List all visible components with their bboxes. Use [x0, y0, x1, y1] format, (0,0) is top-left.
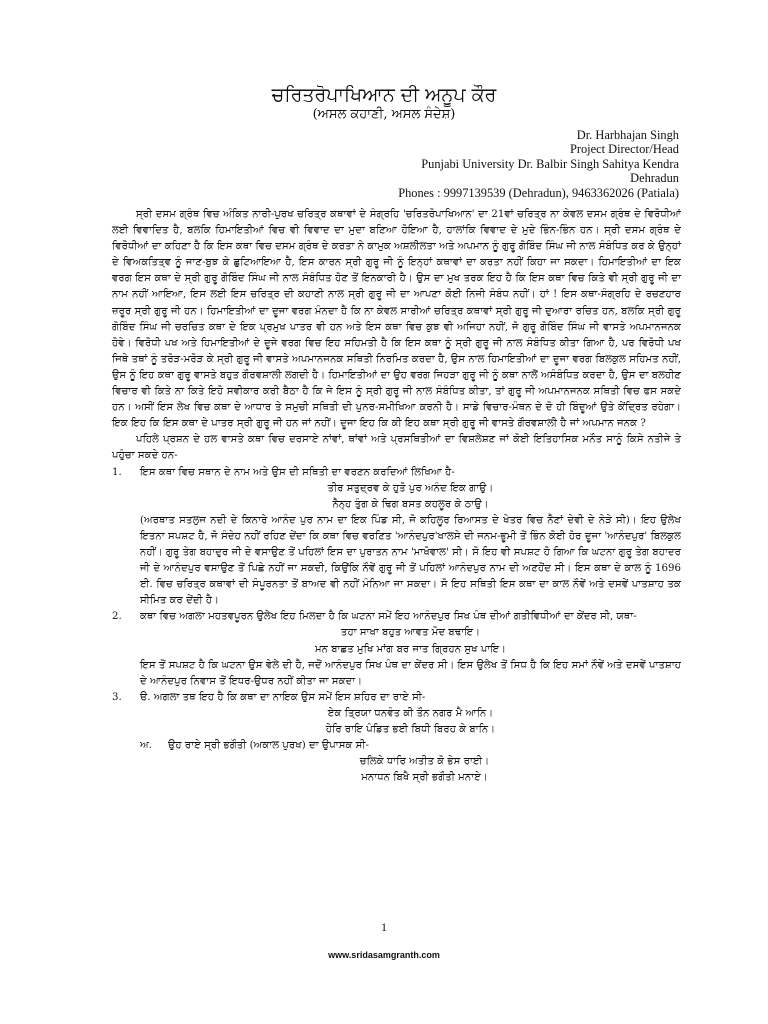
numbered-item: [112, 609, 681, 689]
item-intro: ਕਥਾ ਵਿਚ ਅਗਲਾ ਮਹਤਵਪੂਰਨ ਉਲੇਖ ਇਹ ਮਿਲਦਾ ਹੈ ਕਿ ਘਟਨਾ ਸਮੇਂ ਇਹ ਆਨੰਦਪੁਰ ਸਿਖ ਪੰਥ ਦੀਆਂ ਗਤੀਵਿਧੀਆਂ ਦਾ ਕੇਂਦਰ ਸੀ, ਯਥਾ-: [140, 611, 637, 623]
item-intro: ੳ. ਅਗਲਾ ਤਥ ਇਹ ਹੈ ਕਿ ਕਥਾ ਦਾ ਨਾਇਕ ਉਸ ਸਮੇਂ ਇਸ ਸ਼ਹਿਰ ਦਾ ਰਾਏ ਸੀ-: [140, 691, 426, 703]
author-institution: Punjabi University Dr. Balbir Singh Sahitya Kendra: [421, 156, 679, 171]
sub-item-number: ਅ.: [140, 740, 152, 752]
item-explanation: (ਅਰਥਾਤ ਸਤਲੁਜ ਨਦੀ ਦੇ ਕਿਨਾਰੇ ਆਨੰਦ ਪੁਰ ਨਾਮ ਦਾ ਇਕ ਪਿੰਡ ਸੀ, ਜੋ ਕਹਿਲੂਰ ਰਿਆਸਤ ਦੇ ਖੇਤਰ ਵਿਚ ਨੈਣਾਂ ਦੇਵੀ ਦੇ ਨੇੜੇ ਸੀ)। ਇਹ ਉਲੇਖ ਇਤਨਾ ਸਪਸ਼ਟ ਹੈ, ਜੋ ਸੰਦੇਹ ਨਹੀਂ ਰਹਿਣ ਦੇਂਦਾ ਕਿ ਕਥਾ ਵਿਚ ਵਰਣਿਤ 'ਆਨੰਦਪੁਰ'ਖਾਲਸੇ ਦੀ ਜਨਮ-ਭੂਮੀ ਤੋਂ ਭਿੰਨ ਕੋਈ ਹੋਰ ਦੂਜਾ 'ਆਨੰਦਪੁਰ' ਬਿਲਕੁਲ ਨਹੀਂ। ਗੁਰੂ ਤੇਗ ਬਹਾਦੁਰ ਜੀ ਦੇ ਵਸਾਉਣ ਤੋਂ ਪਹਿਲਾਂ ਇਸ ਦਾ ਪੁਰਾਤਨ ਨਾਮ 'ਮਾਖੋਵਾਲ' ਸੀ। ਸੋ ਇਹ ਵੀ ਸਪਸ਼ਟ ਹੋ ਗਿਆ ਕਿ ਘਟਨਾ ਗੁਰੂ ਤੇਗ ਬਹਾਦਰ ਜੀ ਦੇ ਆਨੰਦਪੁਰ ਵਸਾਉਣ ਤੋਂ ਪਿਛੇ ਨਹੀਂ ਜਾ ਸਕਦੀ, ਕਿਉਂਕਿ ਨੌਵੇਂ ਗੁਰੂ ਜੀ ਤੋਂ ਪਹਿਲਾਂ ਆਨੰਦਪੁਰ ਨਾਮ ਦੀ ਅਣਹੋਂਦ ਸੀ। ਇਸ ਕਥਾ ਦੇ ਕਾਲ ਨੂੰ 1696 ਈ. ਵਿਚ ਚਰਿਤ੍ਰ ਕਥਾਵਾਂ ਦੀ ਸੰਪੂਰਨਤਾ ਤੋਂ ਬਾਅਦ ਵੀ ਨਹੀਂ ਮੰਨਿਆ ਜਾ ਸਕਦਾ। ਸੋ ਇਹ ਸਥਿਤੀ ਇਸ ਕਥਾ ਦਾ ਕਾਲ ਨੌਵੇਂ ਅਤੇ ਦਸਵੇਂ ਪਾਤਸ਼ਾਹ ਤਕ ਸੀਮਿਤ ਕਰ ਦੇਂਦੀ ਹੈ।: [140, 514, 681, 607]
author-city: Dehradun: [630, 171, 679, 186]
verse-line: ਤੀਰ ਸਤੁਦ੍ਰਵ ਕੇ ਹੁਤੋ ਪੁਰ ਅਨੰਦ ਇਕ ਗਾਉ।: [327, 482, 494, 494]
author-phones: Phones : 9997139539 (Dehradun), 9463362026 (Patiala): [398, 185, 679, 200]
sub-item-intro: ਉਹ ਰਾਏ ਸ੍ਰੀ ਭਗੌਤੀ (ਅਕਾਲ ਪੁਰਖ) ਦਾ ਉਪਾਸਕ ਸੀ-: [168, 740, 369, 752]
item-explanation: ਇਸ ਤੋਂ ਸਪਸ਼ਟ ਹੈ ਕਿ ਘਟਨਾ ਉਸ ਵੇਲੇ ਦੀ ਹੈ, ਜਦੋਂ ਆਨੰਦਪੁਰ ਸਿਖ ਪੰਥ ਦਾ ਕੇਂਦਰ ਸੀ। ਇਸ ਉਲੇਖ ਤੋਂ ਸਿਧ ਹੈ ਕਿ ਇਹ ਸਮਾਂ ਨੌਵੇਂ ਅਤੇ ਦਸਵੇਂ ਪਾਤਸ਼ਾਹ ਦੇ ਆਨੰਦਪੁਰ ਨਿਵਾਸ ਤੋਂ ਇਧਰ-ਉਧਰ ਨਹੀਂ ਕੀਤਾ ਜਾ ਸਕਦਾ।: [140, 659, 681, 687]
item-number: 2.: [112, 611, 122, 623]
verse-line: ਤਹਾ ਸਾਖਾ ਬਹੁਤ ਆਵਤ ਮੋਦ ਬਢਾਇ।: [340, 627, 481, 639]
verse-line: ਮਨਾਧਨ ਬਿਖੈ ਸ੍ਰੀ ਭਗੌਤੀ ਮਨਾਏ।: [361, 772, 488, 784]
verse-line: ਏਕ ਤ੍ਰਿਯਾ ਧਨਵੰਤ ਕੀ ਤੌਨ ਨਗਰ ਮੈ ਆਨਿ।: [327, 707, 494, 719]
document-body: [112, 207, 681, 786]
item-number: 3.: [112, 691, 122, 703]
sub-item: [140, 738, 681, 786]
item-intro: ਇਸ ਕਥਾ ਵਿਚ ਸਥਾਨ ਦੇ ਨਾਮ ਅਤੇ ਉਸ ਦੀ ਸਥਿਤੀ ਦਾ ਵਰਣਨ ਕਰਦਿਆਂ ਲਿਖਿਆ ਹੈ-: [140, 466, 455, 478]
body-paragraph: ਪਹਿਲੇ ਪ੍ਰਸ਼ਨ ਦੇ ਹਲ ਵਾਸਤੇ ਕਥਾ ਵਿਚ ਦਰਸਾਏ ਨਾਂਵਾਂ, ਥਾਂਵਾਂ ਅਤੇ ਪ੍ਰਸਥਿਤੀਆਂ ਦਾ ਵਿਸ਼ਲੇਸ਼ਣ ਜਾਂ ਕੋਈ ਇਤਿਹਾਸਿਕ ਮਨੌਤ ਸਾਨੂੰ ਕਿਸੇ ਨਤੀਜੇ ਤੇ ਪਹੁੰਚਾ ਸਕਦੇ ਹਨ-: [112, 434, 681, 462]
numbered-item: [112, 690, 681, 787]
author-role: Project Director/Head: [569, 142, 679, 157]
numbered-item: [112, 465, 681, 610]
document-subtitle: (ਅਸਲ ਕਹਾਣੀ, ਅਸਲ ਸੰਦੇਸ਼): [312, 107, 456, 122]
page-number: 1: [381, 920, 387, 934]
author-name: Dr. Harbhajan Singh: [576, 128, 679, 142]
item-number: 1.: [112, 466, 122, 478]
verse-line: ਨੈਨ੍ਹ ਤੁੰਗ ਕੇ ਢਿਗ ਬਸਤ ਕਹਲੂਰ ਕੇ ਠਾਉ।: [332, 498, 489, 510]
verse-line: ਚਲਿਕੇ ਧਾਰਿ ਅਤੀਤ ਕੋ ਭੇਸ ਰਾਈ।: [359, 756, 490, 768]
verse-line: ਹੇਰਿ ਰਾਇ ਪੰਡਿਤ ਭਈ ਬਿਧੀ ਬਿਰਹ ਕੇ ਬਾਨਿ।: [325, 724, 496, 735]
verse-line: ਮਨ ਬਾਛਤ ਮੁਖਿ ਮਾਂਗ ਬਰ ਜਾਤ ਗ੍ਰਿਹਨ ਸੁਖ ਪਾਇ।: [314, 643, 507, 655]
author-block: [398, 128, 679, 200]
footer-url: www.sridasamgranth.com: [328, 950, 440, 960]
document-title: ਚਰਿਤਰੋਪਾਖਿਆਨ ਦੀ ਅਨੂਪ ਕੌਰ: [271, 84, 497, 106]
body-paragraph: ਸ੍ਰੀ ਦਸਮ ਗ੍ਰੰਥ ਵਿਚ ਅੰਕਿਤ ਨਾਰੀ-ਪੁਰਖ ਚਰਿਤ੍ਰ ਕਥਾਵਾਂ ਦੇ ਸੰਗ੍ਰਹਿ 'ਚਰਿਤਰੋਪਾਖਿਆਨ' ਦਾ 21ਵਾਂ ਚਰਿਤ੍ਰ ਨਾ ਕੇਵਲ ਦਸਮ ਗ੍ਰੰਥ ਦੇ ਵਿਰੋਧੀਆਂ ਲਈ ਵਿਵਾਦਿਤ ਹੈ, ਬਲਕਿ ਹਿਮਾਇਤੀਆਂ ਵਿਚ ਵੀ ਵਿਵਾਦ ਦਾ ਮੁਦਾ ਬਣਿਆ ਹੋਇਆ ਹੈ, ਹਾਲਾਂਕਿ ਵਿਵਾਦ ਦੇ ਮੁਦੇ ਭਿੰਨ-ਭਿੰਨ ਹਨ। ਸ੍ਰੀ ਦਸਮ ਗ੍ਰੰਥ ਦੇ ਵਿਰੋਧੀਆਂ ਦਾ ਕਹਿਣਾ ਹੈ ਕਿ ਇਸ ਕਥਾ ਵਿਚ ਦਸਮ ਗ੍ਰੰਥ ਦੇ ਕਰਤਾ ਨੇ ਕਾਮੁਕ ਅਸ਼ਲੀਲਤਾ ਅਤੇ ਅਪਮਾਨ ਨੂੰ ਗੁਰੂ ਗੋਬਿੰਦ ਸਿੰਘ ਜੀ ਨਾਲ ਸੰਬੰਧਿਤ ਕਰ ਕੇ ਉਨ੍ਹਾਂ ਦੇ ਵਿਅਕਤਿਤ੍ਵ ਨੂੰ ਜਾਣ-ਬੁਝ ਕੇ ਛੁਟਿਆਇਆ ਹੈ, ਇਸ ਕਾਰਨ ਸ੍ਰੀ ਗੁਰੂ ਜੀ ਨੂੰ ਇਨ੍ਹਾਂ ਕਥਾਵਾਂ ਦਾ ਕਰਤਾ ਨਹੀਂ ਕਿਹਾ ਜਾ ਸਕਦਾ। ਹਿਮਾਇਤੀਆਂ ਦਾ ਇਕ ਵਰਗ ਇਸ ਕਥਾ ਦੇ ਸ੍ਰੀ ਗੁਰੂ ਗੋਬਿੰਦ ਸਿੰਘ ਜੀ ਨਾਲ ਸੰਬੰਧਿਤ ਹੋਣ ਤੋਂ ਇਨਕਾਰੀ ਹੈ। ਉਸ ਦਾ ਮੁਖ ਤਰਕ ਇਹ ਹੈ ਕਿ ਇਸ ਕਥਾ ਵਿਚ ਕਿਤੇ ਵੀ ਸ੍ਰੀ ਗੁਰੂ ਜੀ ਦਾ ਨਾਮ ਨਹੀਂ ਆਇਆ, ਇਸ ਲਈ ਇਸ ਚਰਿਤ੍ਰ ਦੀ ਕਹਾਣੀ ਨਾਲ ਸ੍ਰੀ ਗੁਰੂ ਜੀ ਦਾ ਆਪਣਾ ਕੋਈ ਨਿਜੀ ਸੰਬੰਧ ਨਹੀਂ। ਹਾਂ ! ਇਸ ਕਥਾ-ਸੰਗ੍ਰਹਿ ਦੇ ਰਚਣਹਾਰ ਜ਼ਰੂਰ ਸ੍ਰੀ ਗੁਰੂ ਜੀ ਹਨ। ਹਿਮਾਇਤੀਆਂ ਦਾ ਦੂਜਾ ਵਰਗ ਮੰਨਦਾ ਹੈ ਕਿ ਨਾ ਕੇਵਲ ਸਾਰੀਆਂ ਚਰਿਤ੍ਰ ਕਥਾਵਾਂ ਸ੍ਰੀ ਗੁਰੂ ਜੀ ਦੁਆਰਾ ਰਚਿਤ ਹਨ, ਬਲਕਿ ਸ੍ਰੀ ਗੁਰੂ ਗੋਬਿੰਦ ਸਿੰਘ ਜੀ ਚਰਚਿਤ ਕਥਾ ਦੇ ਇਕ ਪ੍ਰਮੁਖ ਪਾਤਰ ਵੀ ਹਨ ਅਤੇ ਇਸ ਕਥਾ ਵਿਚ ਕੁਝ ਵੀ ਅਜਿਹਾ ਨਹੀਂ, ਜੋ ਗੁਰੂ ਗੋਬਿੰਦ ਸਿੰਘ ਜੀ ਵਾਸਤੇ ਅਪਮਾਨਜਨਕ ਹੋਵੇ। ਵਿਰੋਧੀ ਪਖ ਅਤੇ ਹਿਮਾਇਤੀਆਂ ਦੇ ਦੂਜੇ ਵਰਗ ਵਿਚ ਇਹ ਸਹਿਮਤੀ ਹੈ ਕਿ ਇਸ ਕਥਾ ਨੂੰ ਸ੍ਰੀ ਗੁਰੂ ਜੀ ਨਾਲ ਸੰਬੰਧਿਤ ਕੀਤਾ ਗਿਆ ਹੈ, ਪਰ ਵਿਰੋਧੀ ਪਖ ਜਿਥੇ ਤਥਾਂ ਨੂੰ ਤਰੋੜ-ਮਰੋੜ ਕੇ ਸ੍ਰੀ ਗੁਰੂ ਜੀ ਵਾਸਤੇ ਅਪਮਾਨਜਨਕ ਸਥਿਤੀ ਨਿਰਮਿਤ ਕਰਦਾ ਹੈ, ਉਸ ਨਾਲ ਹਿਮਾਇਤੀਆਂ ਦਾ ਦੂਜਾ ਵਰਗ ਬਿਲਕੁਲ ਸਹਿਮਤ ਨਹੀਂ, ਉਸ ਨੂੰ ਇਹ ਕਥਾ ਗੁਰੂ ਵਾਸਤੇ ਬਹੁਤ ਗੌਰਵਸ਼ਾਲੀ ਲਗਦੀ ਹੈ। ਹਿਮਾਇਤੀਆਂ ਦਾ ਉਹ ਵਰਗ ਜਿਹੜਾ ਗੁਰੂ ਜੀ ਨੂੰ ਕਥਾ ਨਾਲੋਂ ਅਸੰਬੰਧਿਤ ਕਰਦਾ ਹੈ, ਉਸ ਦਾ ਬਲਹੀਣ ਵਿਚਾਰ ਵੀ ਕਿਤੇ ਨਾ ਕਿਤੇ ਇਹੋ ਸਵੀਕਾਰ ਕਰੀ ਬੈਠਾ ਹੈ ਕਿ ਜੇ ਇਸ ਨੂੰ ਸ੍ਰੀ ਗੁਰੂ ਜੀ ਨਾਲ ਸੰਬੰਧਿਤ ਕੀਤਾ, ਤਾਂ ਗੁਰੂ ਜੀ ਅਪਮਾਨਜਨਕ ਸਥਿਤੀ ਵਿਚ ਫਸ ਸਕਦੇ ਹਨ। ਅਸੀਂ ਇਸ ਲੇਖ ਵਿਚ ਕਥਾ ਦੇ ਆਧਾਰ ਤੇ ਸਮੁਚੀ ਸਥਿਤੀ ਦੀ ਪੁਨਰ-ਸਮੀਖਿਆ ਕਰਨੀ ਹੈ। ਸਾਡੇ ਵਿਚਾਰ-ਮੰਥਨ ਦੇ ਦੋ ਹੀ ਬਿੰਦੂਆਂ ਉਤੇ ਕੇਂਦ੍ਰਿਤ ਰਹੇਗਾ। ਇਕ ਇਹ ਕਿ ਇਸ ਕਥਾ ਦੇ ਪਾਤਰ ਸ੍ਰੀ ਗੁਰੂ ਜੀ ਹਨ ਜਾਂ ਨਹੀਂ। ਦੂਜਾ ਇਹ ਕਿ ਕੀ ਇਹ ਕਥਾ ਸ੍ਰੀ ਗੁਰੂ ਜੀ ਵਾਸਤੇ ਗੌਰਵਸ਼ਾਲੀ ਹੈ ਜਾਂ ਅਪਮਾਨ ਜਨਕ ?: [112, 209, 681, 430]
